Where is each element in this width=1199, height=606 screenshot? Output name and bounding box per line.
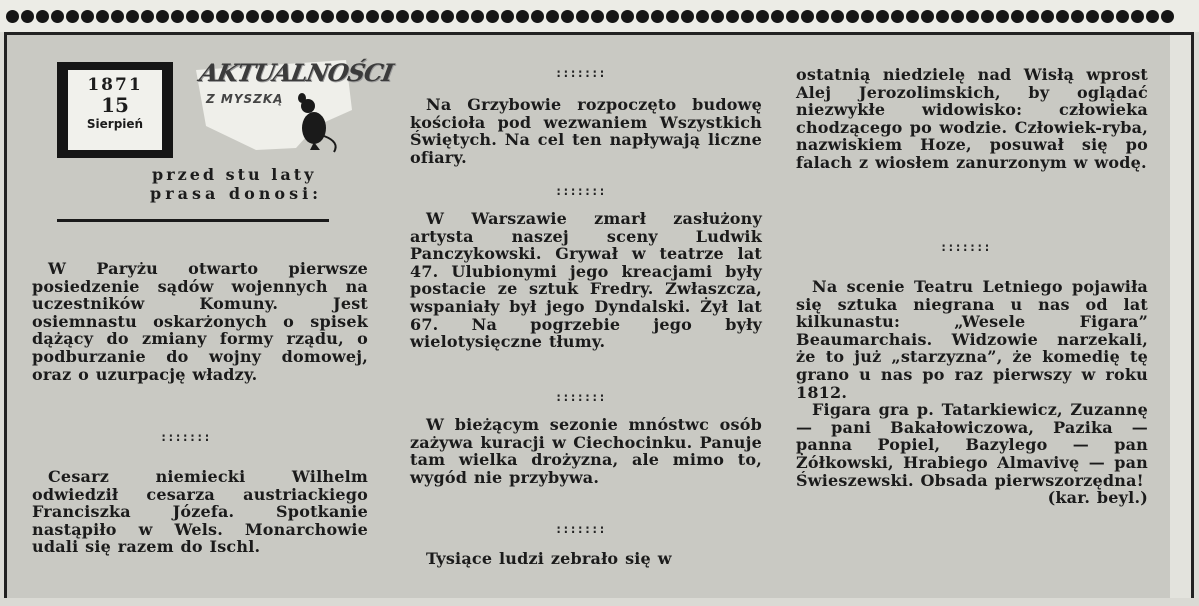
paragraph: W bieżącym sezonie mnóstwc osób zażywa kuracji w Ciechocinku. Panuje tam wielka drożyzna, ale mimo to, wygód nie przybywa. bbox=[410, 415, 762, 487]
border-dot bbox=[216, 10, 229, 23]
border-dot bbox=[381, 10, 394, 23]
border-dot bbox=[306, 10, 319, 23]
date-month: Sierpień bbox=[86, 117, 144, 131]
border-dot bbox=[891, 10, 904, 23]
border-dot bbox=[51, 10, 64, 23]
paragraph: Na Grzybowie rozpoczęto budowę kościoła pod wezwaniem Wszystkich Świętych. Na cel ten napływają liczne ofiary. bbox=[410, 95, 762, 167]
logo-title: AKTUALNOŚCI bbox=[197, 58, 396, 87]
border-dot bbox=[501, 10, 514, 23]
border-dot bbox=[816, 10, 829, 23]
border-dot bbox=[336, 10, 349, 23]
border-dot bbox=[966, 10, 979, 23]
column-logo bbox=[196, 56, 396, 156]
border-dot bbox=[471, 10, 484, 23]
border-dot bbox=[546, 10, 559, 23]
border-dot bbox=[276, 10, 289, 23]
border-dot bbox=[756, 10, 769, 23]
separator: ::::::: bbox=[555, 390, 606, 404]
date-box bbox=[57, 62, 173, 158]
border-dot bbox=[186, 10, 199, 23]
border-dot bbox=[906, 10, 919, 23]
logo-subtitle: Z MYSZKĄ bbox=[206, 92, 284, 106]
paragraph: ostatnią niedzielę nad Wisłą wprost Alej Jerozolimskich, by oglądać niezwykłe widowisko: człowieka chodzącego po wodzie. Człowiek-ryba, nazwiskiem Hoze, posuwał się po falach z wiosłem zanurzonym w wodę. bbox=[796, 65, 1148, 172]
column-2-paragraph-3 bbox=[410, 416, 762, 486]
border-dot bbox=[1161, 10, 1174, 23]
border-dot bbox=[996, 10, 1009, 23]
column-2-paragraph-4 bbox=[410, 550, 762, 568]
border-dot bbox=[66, 10, 79, 23]
column-1-paragraph-2 bbox=[32, 468, 368, 556]
separator: ::::::: bbox=[555, 184, 606, 198]
border-dot bbox=[246, 10, 259, 23]
border-dot bbox=[681, 10, 694, 23]
border-dot bbox=[606, 10, 619, 23]
border-dot bbox=[516, 10, 529, 23]
column-2-paragraph-1 bbox=[410, 96, 762, 166]
border-dot bbox=[786, 10, 799, 23]
border-dot bbox=[981, 10, 994, 23]
column-2-paragraph-2 bbox=[410, 210, 762, 351]
author-signature: (kar. beyl.) bbox=[1047, 488, 1148, 508]
border-dot bbox=[1011, 10, 1024, 23]
border-dot bbox=[1116, 10, 1129, 23]
date-box-inner bbox=[68, 70, 162, 150]
border-dot bbox=[711, 10, 724, 23]
paragraph: W Warszawie zmarł zasłużony artysta naszej sceny Ludwik Panczykowski. Grywał w teatrze lat 47. Ulubionymi jego kreacjami były postacie ze sztuk Fredry. Zwłaszcza, wspaniały był jego Dyndalski. Żył lat 67. Na pogrzebie jego były wielotysięczne tłumy. bbox=[410, 209, 762, 352]
separator: ::::::: bbox=[940, 240, 991, 254]
separator: ::::::: bbox=[160, 430, 211, 444]
column-3-paragraph-1 bbox=[796, 66, 1148, 172]
paragraph: Na scenie Teatru Letniego pojawiła się sztuka niegrana u nas od lat kilkunastu: „Wesele Figara” Beaumarchais. Widzowie narzekali, że to już „starzyzna”, że komedię tę grano u nas po raz pierwszy w roku 1812. bbox=[796, 277, 1148, 402]
frame-right bbox=[1191, 32, 1194, 606]
border-dot bbox=[1071, 10, 1084, 23]
border-dot bbox=[1101, 10, 1114, 23]
border-dot bbox=[531, 10, 544, 23]
border-dot bbox=[261, 10, 274, 23]
margin-strip bbox=[1170, 35, 1191, 598]
paragraph: Cesarz niemiecki Wilhelm odwiedził cesarza austriackiego Franciszka Józefa. Spotkanie nastąpiło w Wels. Monarchowie udali się razem do Ischl. bbox=[32, 467, 368, 557]
border-dot bbox=[6, 10, 19, 23]
border-dot bbox=[771, 10, 784, 23]
heading-line-2: prasa donosi: bbox=[150, 184, 323, 203]
border-dot bbox=[876, 10, 889, 23]
border-dot bbox=[951, 10, 964, 23]
border-dot bbox=[936, 10, 949, 23]
border-dot bbox=[861, 10, 874, 23]
border-dot bbox=[366, 10, 379, 23]
border-dot bbox=[486, 10, 499, 23]
border-dot bbox=[636, 10, 649, 23]
border-dot bbox=[141, 10, 154, 23]
date-day: 15 bbox=[101, 93, 129, 117]
border-dot bbox=[576, 10, 589, 23]
border-dot bbox=[441, 10, 454, 23]
border-dot bbox=[126, 10, 139, 23]
dotted-border bbox=[0, 0, 1199, 32]
border-dot bbox=[741, 10, 754, 23]
border-dot bbox=[171, 10, 184, 23]
border-dot bbox=[1086, 10, 1099, 23]
border-dot bbox=[456, 10, 469, 23]
border-dot bbox=[1026, 10, 1039, 23]
border-dot bbox=[201, 10, 214, 23]
border-dot bbox=[1146, 10, 1159, 23]
border-dot bbox=[21, 10, 34, 23]
border-dot bbox=[321, 10, 334, 23]
border-dot bbox=[666, 10, 679, 23]
border-dot bbox=[231, 10, 244, 23]
border-dot bbox=[591, 10, 604, 23]
border-dot bbox=[351, 10, 364, 23]
border-dot bbox=[831, 10, 844, 23]
border-dot bbox=[36, 10, 49, 23]
bottom-margin bbox=[0, 598, 1199, 606]
border-dot bbox=[846, 10, 859, 23]
border-dot bbox=[561, 10, 574, 23]
section-heading bbox=[150, 165, 340, 203]
border-dot bbox=[801, 10, 814, 23]
paragraph: Figara gra p. Tatarkiewicz, Zuzannę — pani Bakałowiczowa, Pazika — panna Popiel, Bazylego — pan Żółkowski, Hrabiego Almavivę — pan Świeszewski. Obsada pierwszorzędna! bbox=[796, 400, 1148, 490]
column-3-paragraph-2 bbox=[796, 278, 1148, 507]
column-1-paragraph-1 bbox=[32, 260, 368, 383]
heading-rule bbox=[57, 219, 329, 222]
paragraph: W Paryżu otwarto pierwsze posiedzenie sądów wojennych na uczestników Komuny. Jest osiemnastu oskarżonych o spisek dążący do zmiany formy rządu, o podburzanie do wojny domowej, oraz o uzurpację władzy. bbox=[32, 259, 368, 384]
border-dot bbox=[291, 10, 304, 23]
separator: ::::::: bbox=[555, 66, 606, 80]
border-dot bbox=[696, 10, 709, 23]
border-dot bbox=[396, 10, 409, 23]
border-dot bbox=[621, 10, 634, 23]
border-dot bbox=[411, 10, 424, 23]
date-year: 1871 bbox=[87, 75, 143, 95]
separator: ::::::: bbox=[555, 522, 606, 536]
border-dot bbox=[426, 10, 439, 23]
border-dot bbox=[96, 10, 109, 23]
border-dot bbox=[111, 10, 124, 23]
border-dot bbox=[1131, 10, 1144, 23]
border-dot bbox=[1056, 10, 1069, 23]
border-dot bbox=[651, 10, 664, 23]
border-dot bbox=[726, 10, 739, 23]
border-dot bbox=[156, 10, 169, 23]
border-dot bbox=[81, 10, 94, 23]
border-dot bbox=[1041, 10, 1054, 23]
heading-line-1: przed stu laty bbox=[152, 165, 317, 184]
border-dot bbox=[921, 10, 934, 23]
paragraph: Tysiące ludzi zebrało się w bbox=[426, 549, 672, 568]
